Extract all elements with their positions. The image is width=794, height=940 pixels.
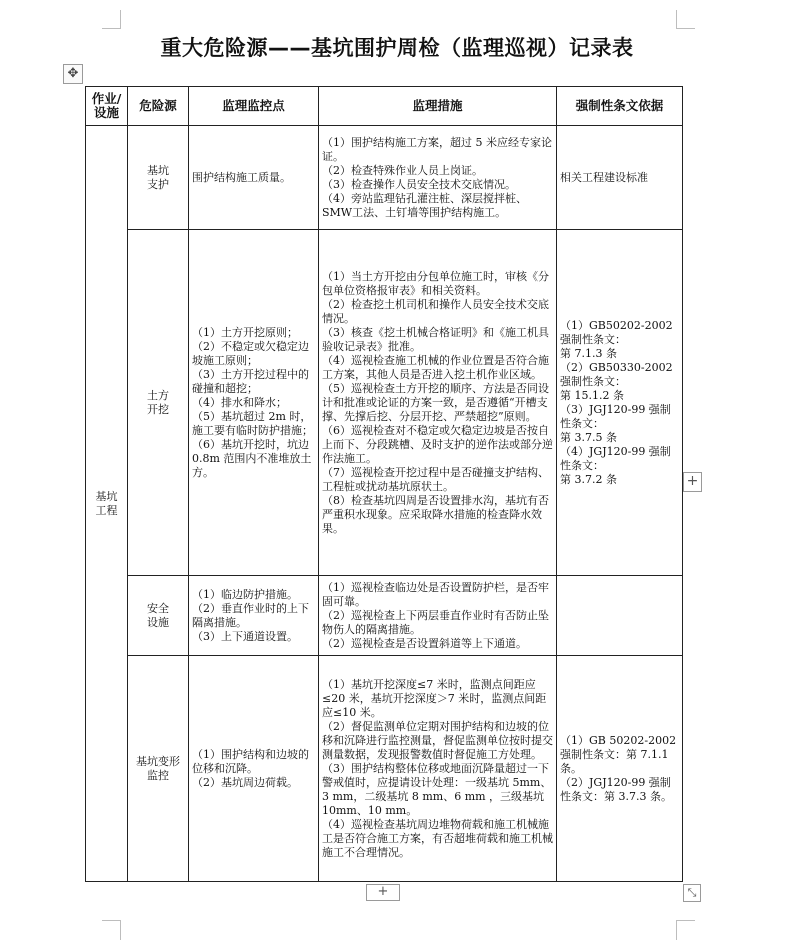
table-row <box>86 230 683 576</box>
page-corner-mark <box>676 920 695 940</box>
basis-cell <box>557 576 683 656</box>
hazard-cell <box>128 576 189 656</box>
add-row-button[interactable]: + <box>366 884 400 901</box>
monitoring-point-item: （1）临边防护措施。 <box>192 587 298 601</box>
page-corner-mark <box>102 920 121 940</box>
record-table <box>85 86 683 882</box>
measure-item: （1）巡视检查临边处是否设置防护栏，是否牢固可靠。 <box>322 580 549 608</box>
table-row <box>86 126 683 230</box>
measure-item: （3）围护结构整体位移或地面沉降量超过一下警戒值时，应提请设计处理：一级基坑 5mm、3 mm，二级基坑 8 mm、6 mm ，三级基坑 10mm、10 mm。 <box>322 761 552 817</box>
table-header-row <box>86 87 683 126</box>
measure-cell <box>319 576 557 656</box>
measure-item: （4）巡视检查施工机械的作业位置是否符合施工方案，其他人员是否进入挖土机作业区域。 <box>322 353 549 381</box>
basis-item: （2）GB50330-2002 强制性条文： <box>560 360 673 388</box>
basis-item: （2）JGJ120-99 强制性条文：第 3.7.3 条。 <box>560 775 672 803</box>
measure-item: （2）检查特殊作业人员上岗证。 <box>322 163 483 177</box>
monitoring-point-item: （2）垂直作业时的上下隔离措施。 <box>192 601 309 629</box>
document-title: 重大危险源——基坑围护周检（监理巡视）记录表 <box>160 36 634 60</box>
monitoring-point-item: （3）上下通道设置。 <box>192 629 298 643</box>
hazard-label: 基坑变形监控 <box>136 754 180 782</box>
monitoring-point-item: （5）基坑超过 2m 时，施工要有临时防护措施； <box>192 409 313 437</box>
measure-item: （3）核查《挖土机械合格证明》和《施工机具验收记录表》批准。 <box>322 325 549 353</box>
hazard-cell <box>128 230 189 576</box>
point-cell <box>189 656 319 882</box>
measure-item: （4）巡视检查基坑周边堆物荷载和施工机械施工是否符合施工方案，有否超堆荷载和施工机械施工不合理情况。 <box>322 817 553 859</box>
point-cell <box>189 576 319 656</box>
measure-cell <box>319 126 557 230</box>
monitoring-point-item: （4）排水和降水； <box>192 395 287 409</box>
measure-cell <box>319 656 557 882</box>
basis-item: 第 3.7.2 条 <box>560 472 617 486</box>
page-corner-mark <box>676 10 695 29</box>
hazard-cell <box>128 126 189 230</box>
measure-item: （6）巡视检查对不稳定或欠稳定边坡是否按自上而下、分段跳槽、及时支护的逆作法或部分逆作法施工。 <box>322 423 553 465</box>
basis-item: 第 15.1.2 条 <box>560 388 624 402</box>
measure-item: （2）巡视检查是否设置斜道等上下通道。 <box>322 636 527 650</box>
measure-item: （8）检查基坑四周是否设置排水沟，基坑有否严重积水现象。应采取降水措施的检查降水效果。 <box>322 493 549 535</box>
header-basis: 强制性条文依据 <box>557 87 683 126</box>
measure-item: （2）巡视检查上下两层垂直作业时有否防止坠物伤人的隔离措施。 <box>322 608 549 636</box>
monitoring-point-item: （1）土方开挖原则； <box>192 325 298 339</box>
basis-item: （1）GB 50202-2002 强制性条文：第 7.1.1 条。 <box>560 733 677 775</box>
page-corner-mark <box>102 10 121 29</box>
hazard-cell <box>128 656 189 882</box>
measure-item: （4）旁站监理钻孔灌注桩、深层搅拌桩、SMW工法、土钉墙等围护结构施工。 <box>322 191 527 219</box>
measure-item: （2）检查挖土机司机和操作人员安全技术交底情况。 <box>322 297 549 325</box>
facility-cell <box>86 126 128 882</box>
basis-item: 相关工程建设标准 <box>560 170 648 184</box>
point-cell <box>189 230 319 576</box>
header-facility: 作业/设施 <box>86 87 128 126</box>
hazard-label: 基坑支护 <box>147 163 169 191</box>
header-monitoring-point: 监理监控点 <box>189 87 319 126</box>
measure-item: （5）巡视检查土方开挖的顺序、方法是否同设计和批准或论证的方案一致，是否遵循“开槽支撑、先撑后挖、分层开挖、严禁超挖”原则。 <box>322 381 549 423</box>
hazard-label: 安全设施 <box>147 601 169 629</box>
monitoring-point-item: 围护结构施工质量。 <box>192 170 291 184</box>
measure-item: （1）当土方开挖由分包单位施工时，审核《分包单位资格报审表》和相关资料。 <box>322 269 549 297</box>
table-resize-handle-icon[interactable]: ⤡ <box>683 884 701 902</box>
basis-item: 第 3.7.5 条 <box>560 430 617 444</box>
add-column-button[interactable]: + <box>683 472 702 492</box>
monitoring-point-item: （2）不稳定或欠稳定边坡施工原则； <box>192 339 309 367</box>
measure-item: （1）围护结构施工方案，超过 5 米应经专家论证。 <box>322 135 552 163</box>
basis-cell <box>557 230 683 576</box>
point-cell <box>189 126 319 230</box>
monitoring-point-item: （1）围护结构和边坡的位移和沉降。 <box>192 747 309 775</box>
facility-label: 基坑工程 <box>95 489 118 517</box>
measure-item: （3）检查操作人员安全技术交底情况。 <box>322 177 516 191</box>
basis-item: （1）GB50202-2002 强制性条文： <box>560 318 673 346</box>
table-move-handle-icon[interactable]: ✥ <box>63 64 83 84</box>
hazard-label: 土方开挖 <box>147 388 169 416</box>
basis-item: 第 7.1.3 条 <box>560 346 617 360</box>
monitoring-point-item: （2）基坑周边荷载。 <box>192 775 298 789</box>
monitoring-point-item: （6）基坑开挖时，坑边 0.8m 范围内不准堆放土方。 <box>192 437 312 479</box>
measure-item: （7）巡视检查开挖过程中是否碰撞支护结构、工程桩或扰动基坑原状土。 <box>322 465 549 493</box>
header-measures: 监理措施 <box>319 87 557 126</box>
table-row <box>86 656 683 882</box>
basis-item: （3）JGJ120-99 强制性条文： <box>560 402 671 430</box>
basis-item: （4）JGJ120-99 强制性条文： <box>560 444 671 472</box>
measure-item: （2）督促监测单位定期对围护结构和边坡的位移和沉降进行监控测量，督促监测单位按时提交测量数据，发现报警数值时督促施工方处理。 <box>322 719 553 761</box>
basis-cell <box>557 656 683 882</box>
measure-item: （1）基坑开挖深度≤7 米时，监测点间距应≤20 米，基坑开挖深度＞7 米时，监测点间距应≤10 米。 <box>322 677 547 719</box>
basis-cell <box>557 126 683 230</box>
table-row <box>86 576 683 656</box>
monitoring-point-item: （3）土方开挖过程中的碰撞和超挖； <box>192 367 309 395</box>
measure-cell <box>319 230 557 576</box>
header-hazard: 危险源 <box>128 87 189 126</box>
